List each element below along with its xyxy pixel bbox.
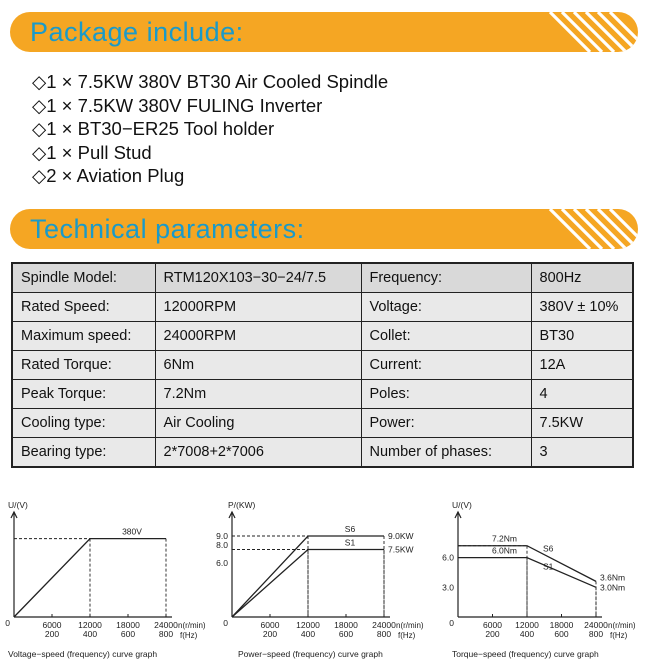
x-tick-label-speed: 6000 (42, 620, 62, 630)
param-label: Voltage: (361, 293, 531, 322)
param-label: Maximum speed: (12, 322, 155, 351)
package-item: ◇2 × Aviation Plug (32, 165, 185, 186)
x-tick-label-freq: 400 (519, 629, 535, 639)
param-value: 3 (531, 438, 633, 468)
chart-title: Power−speed (frequency) curve graph (238, 649, 383, 659)
x-tick-label-freq: 200 (44, 629, 60, 639)
package-item: ◇1 × 7.5KW 380V FULING Inverter (32, 94, 323, 116)
param-value: RTM120X103−30−24/7.5 (155, 263, 361, 293)
technical-parameters-title: Technical parameters: (30, 214, 305, 244)
series-start-label: 6.0Nm (491, 545, 518, 556)
x-tick-label-freq: 400 (82, 629, 98, 639)
y-tick-label: 6.0 (216, 558, 228, 568)
y-axis-label: U/(V) (8, 500, 28, 510)
table-row (12, 351, 633, 380)
x-tick-label-speed: 24000 (372, 620, 396, 630)
param-label: Cooling type: (12, 409, 155, 438)
param-value: BT30 (531, 322, 633, 351)
x-tick-label-freq: 800 (158, 629, 174, 639)
x-tick-label-freq: 600 (120, 629, 136, 639)
series-label: S1 (344, 537, 356, 548)
origin-label: 0 (5, 618, 10, 628)
banner-stripes-icon (538, 12, 638, 52)
chart-title: Torque−speed (frequency) curve graph (452, 649, 599, 659)
y-tick-label: 8.0 (216, 540, 228, 550)
package-item: ◇1 × Pull Stud (32, 141, 152, 163)
x-tick-label-freq: 400 (300, 629, 316, 639)
table-row (12, 438, 633, 468)
param-label: Power: (361, 409, 531, 438)
x-axis-label-freq: f(Hz) (610, 631, 628, 640)
table-row (12, 322, 633, 351)
x-axis-label-speed: n(r/min) (178, 621, 206, 630)
param-value: 12A (531, 351, 633, 380)
param-value: 7.2Nm (155, 380, 361, 409)
series-label: 380V (122, 526, 142, 537)
series-end-label: 7.5KW (388, 544, 414, 555)
table-row (12, 380, 633, 409)
origin-label: 0 (223, 618, 228, 628)
param-value: 24000RPM (155, 322, 361, 351)
x-tick-label-speed: 6000 (483, 620, 502, 630)
technical-parameters-table (11, 262, 634, 468)
series-label: S6 (344, 524, 356, 534)
series-label: S1 (543, 561, 554, 572)
x-tick-label-speed: 12000 (515, 620, 539, 630)
param-label: Bearing type: (12, 438, 155, 468)
y-axis-label: U/(V) (452, 500, 472, 510)
y-tick-label: 6.0 (442, 552, 454, 563)
package-item: ◇1 × 7.5KW 380V BT30 Air Cooled Spindle (32, 71, 389, 92)
x-tick-label-freq: 200 (262, 629, 278, 639)
x-tick-label-freq: 600 (554, 629, 569, 639)
param-value: Air Cooling (155, 409, 361, 438)
series-end-label: 3.6Nm (600, 572, 626, 583)
param-label: Rated Torque: (12, 351, 155, 380)
param-label: Poles: (361, 380, 531, 409)
param-label: Spindle Model: (12, 263, 155, 293)
param-value: 800Hz (531, 263, 633, 293)
y-tick-label: 3.0 (442, 582, 454, 593)
origin-label: 0 (449, 618, 454, 628)
param-value: 380V ± 10% (531, 293, 633, 322)
x-tick-label-freq: 800 (376, 629, 392, 639)
package-include-banner (10, 12, 638, 52)
x-tick-label-freq: 200 (485, 629, 500, 639)
x-tick-label-speed: 12000 (78, 620, 102, 630)
param-label: Collet: (361, 322, 531, 351)
series-label: S6 (543, 543, 554, 554)
package-include-title: Package include: (30, 17, 244, 47)
package-item: ◇1 × BT30−ER25 Tool holder (32, 118, 275, 139)
x-tick-label-speed: 18000 (116, 620, 140, 630)
curve-graphs (0, 496, 650, 668)
table-row (12, 263, 633, 293)
y-tick-label: 9.0 (216, 531, 228, 541)
param-label: Current: (361, 351, 531, 380)
param-value: 12000RPM (155, 293, 361, 322)
technical-parameters-banner (10, 209, 638, 249)
x-axis-label-freq: f(Hz) (398, 631, 416, 640)
x-tick-label-speed: 24000 (154, 620, 178, 630)
x-tick-label-speed: 12000 (296, 620, 320, 630)
table-row (12, 409, 633, 438)
table-row (12, 293, 633, 322)
x-tick-label-speed: 6000 (260, 620, 280, 630)
param-label: Frequency: (361, 263, 531, 293)
param-value: 4 (531, 380, 633, 409)
x-tick-label-freq: 600 (338, 629, 354, 639)
x-axis-label-speed: n(r/min) (396, 621, 424, 630)
param-label: Peak Torque: (12, 380, 155, 409)
param-label: Rated Speed: (12, 293, 155, 322)
x-axis-label-freq: f(Hz) (180, 631, 198, 640)
series-end-label: 3.0Nm (600, 582, 626, 593)
x-tick-label-freq: 800 (588, 629, 604, 639)
x-tick-label-speed: 18000 (334, 620, 358, 630)
chart-title: Voltage−speed (frequency) curve graph (8, 649, 158, 659)
x-tick-label-speed: 24000 (584, 620, 608, 630)
package-list (32, 70, 388, 188)
x-tick-label-speed: 18000 (549, 620, 574, 630)
param-value: 7.5KW (531, 409, 633, 438)
banner-stripes-icon (538, 209, 638, 249)
series-start-label: 7.2Nm (491, 533, 518, 544)
param-label: Number of phases: (361, 438, 531, 468)
x-axis-label-speed: n(r/min) (608, 621, 636, 630)
param-value: 6Nm (155, 351, 361, 380)
param-value: 2*7008+2*7006 (155, 438, 361, 468)
y-axis-label: P/(KW) (228, 500, 256, 510)
series-end-label: 9.0KW (388, 531, 414, 541)
